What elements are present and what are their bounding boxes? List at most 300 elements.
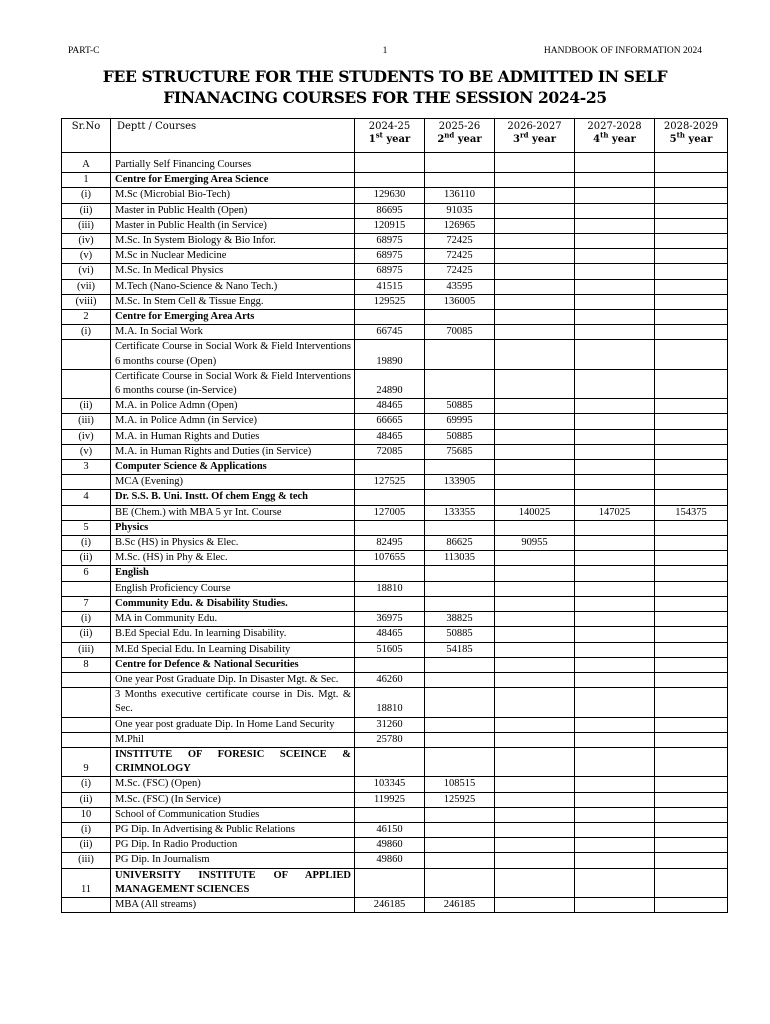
fee-cell-year-5: [655, 627, 728, 642]
fee-cell-year-1: 86695: [355, 203, 425, 218]
fee-cell-year-1: 127005: [355, 505, 425, 520]
ordinal-suffix: nd: [444, 130, 455, 140]
fee-cell-year-4: [575, 203, 655, 218]
fee-cell-year-5: [655, 807, 728, 822]
fee-cell-year-3: [495, 581, 575, 596]
department-heading-cell: Centre for Defence & National Securities: [111, 657, 355, 672]
fee-cell-year-4: [575, 897, 655, 912]
table-row: [62, 153, 728, 173]
fee-cell-year-4: [575, 173, 655, 188]
fee-cell-year-4: [575, 792, 655, 807]
fee-cell-year-1: [355, 657, 425, 672]
column-header-label: Deptt / Courses: [117, 121, 197, 132]
fee-cell-year-5: [655, 249, 728, 264]
fee-cell-year-4: [575, 596, 655, 611]
fee-cell-year-1: 49860: [355, 838, 425, 853]
column-header-year-ordinal: [578, 130, 651, 146]
fee-cell-year-1: 68975: [355, 249, 425, 264]
fee-cell-year-1: 49860: [355, 853, 425, 868]
fee-cell-year-1: 129630: [355, 188, 425, 203]
fee-cell-year-2: 125925: [425, 792, 495, 807]
course-name-cell: PG Dip. In Journalism: [111, 853, 355, 868]
fee-cell-year-2: 50885: [425, 627, 495, 642]
fee-cell-year-1: 51605: [355, 642, 425, 657]
fee-cell-year-4: [575, 868, 655, 897]
table-row: [62, 657, 728, 672]
header-page-number: 1: [382, 46, 388, 56]
column-header-label: 2027-2028: [587, 121, 642, 132]
fee-cell-year-5: [655, 279, 728, 294]
table-row: [62, 777, 728, 792]
fee-cell-year-4: [575, 188, 655, 203]
fee-cell-year-3: [495, 188, 575, 203]
fee-cell-year-2: [425, 838, 495, 853]
serial-number-cell: [62, 688, 111, 717]
serial-number-cell: (iv): [62, 234, 111, 249]
table-row: [62, 505, 728, 520]
course-name-cell: MA in Community Edu.: [111, 612, 355, 627]
table-row: [62, 460, 728, 475]
column-header-year-3: [495, 119, 575, 153]
column-header-sr-no: [62, 119, 111, 153]
fee-cell-year-2: 70085: [425, 325, 495, 340]
fee-cell-year-5: [655, 173, 728, 188]
fee-cell-year-1: [355, 490, 425, 505]
course-name-cell: Certificate Course in Social Work & Field Interventions 6 months course (in-Service): [111, 369, 355, 398]
course-name-cell: M.Sc (Microbial Bio-Tech): [111, 188, 355, 203]
fee-cell-year-5: [655, 153, 728, 173]
fee-cell-year-5: 154375: [655, 505, 728, 520]
fee-cell-year-4: [575, 627, 655, 642]
fee-cell-year-1: 41515: [355, 279, 425, 294]
fee-cell-year-2: 136110: [425, 188, 495, 203]
serial-number-cell: [62, 672, 111, 687]
serial-number-cell: [62, 581, 111, 596]
fee-cell-year-2: [425, 732, 495, 747]
serial-number-cell: 10: [62, 807, 111, 822]
course-name-cell: One year Post Graduate Dip. In Disaster Mgt. & Sec.: [111, 672, 355, 687]
fee-cell-year-1: 119925: [355, 792, 425, 807]
fee-cell-year-5: [655, 460, 728, 475]
course-name-cell: School of Communication Studies: [111, 807, 355, 822]
fee-cell-year-5: [655, 264, 728, 279]
table-row: [62, 672, 728, 687]
fee-cell-year-2: [425, 868, 495, 897]
fee-cell-year-1: [355, 566, 425, 581]
table-row: [62, 279, 728, 294]
fee-cell-year-1: 36975: [355, 612, 425, 627]
table-row: [62, 475, 728, 490]
fee-cell-year-2: 69995: [425, 414, 495, 429]
table-row: [62, 717, 728, 732]
fee-cell-year-4: [575, 444, 655, 459]
fee-cell-year-5: [655, 822, 728, 837]
fee-cell-year-4: [575, 520, 655, 535]
column-header-year-ordinal: [428, 130, 491, 146]
fee-cell-year-4: [575, 657, 655, 672]
column-header-courses: [111, 119, 355, 153]
table-row: [62, 551, 728, 566]
column-header-year-ordinal: [358, 130, 421, 146]
course-name-cell: M.Tech (Nano-Science & Nano Tech.): [111, 279, 355, 294]
column-header-label: Sr.No: [71, 121, 101, 132]
fee-cell-year-3: 90955: [495, 536, 575, 551]
serial-number-cell: (i): [62, 188, 111, 203]
fee-cell-year-2: 75685: [425, 444, 495, 459]
serial-number-cell: (vii): [62, 279, 111, 294]
serial-number-cell: [62, 475, 111, 490]
course-name-cell: Master in Public Health (Open): [111, 203, 355, 218]
fee-cell-year-1: [355, 310, 425, 325]
fee-cell-year-2: 108515: [425, 777, 495, 792]
fee-cell-year-5: [655, 688, 728, 717]
fee-cell-year-2: 72425: [425, 234, 495, 249]
serial-number-cell: 9: [62, 747, 111, 776]
table-row: [62, 838, 728, 853]
fee-cell-year-3: [495, 475, 575, 490]
fee-cell-year-4: [575, 490, 655, 505]
course-name-cell: PG Dip. In Radio Production: [111, 838, 355, 853]
fee-cell-year-3: [495, 218, 575, 233]
fee-cell-year-1: 68975: [355, 234, 425, 249]
fee-cell-year-3: [495, 249, 575, 264]
serial-number-cell: [62, 717, 111, 732]
fee-cell-year-5: [655, 657, 728, 672]
serial-number-cell: (ii): [62, 627, 111, 642]
table-row: [62, 234, 728, 249]
fee-cell-year-3: [495, 414, 575, 429]
fee-cell-year-2: [425, 822, 495, 837]
fee-cell-year-1: 24890: [355, 369, 425, 398]
fee-cell-year-1: [355, 868, 425, 897]
course-name-cell: M.Sc. In Stem Cell & Tissue Engg.: [111, 294, 355, 309]
fee-cell-year-4: [575, 822, 655, 837]
fee-cell-year-3: [495, 807, 575, 822]
fee-cell-year-2: 86625: [425, 536, 495, 551]
course-name-cell: M.Sc. (FSC) (Open): [111, 777, 355, 792]
fee-cell-year-2: [425, 853, 495, 868]
fee-cell-year-1: 72085: [355, 444, 425, 459]
course-name-cell: One year post graduate Dip. In Home Land Security: [111, 717, 355, 732]
fee-cell-year-2: 72425: [425, 264, 495, 279]
fee-cell-year-3: [495, 279, 575, 294]
serial-number-cell: (ii): [62, 792, 111, 807]
ordinal-suffix: rd: [519, 130, 529, 140]
fee-cell-year-3: [495, 264, 575, 279]
fee-cell-year-5: [655, 188, 728, 203]
fee-cell-year-5: [655, 203, 728, 218]
fee-cell-year-2: [425, 688, 495, 717]
fee-cell-year-1: 18810: [355, 581, 425, 596]
fee-cell-year-5: [655, 399, 728, 414]
table-row: [62, 310, 728, 325]
course-name-cell: BE (Chem.) with MBA 5 yr Int. Course: [111, 505, 355, 520]
table-row: [62, 429, 728, 444]
serial-number-cell: (i): [62, 536, 111, 551]
course-name-cell: B.Ed Special Edu. In learning Disability.: [111, 627, 355, 642]
fee-cell-year-3: [495, 822, 575, 837]
fee-cell-year-3: [495, 777, 575, 792]
table-row: [62, 520, 728, 535]
fee-cell-year-1: 48465: [355, 399, 425, 414]
serial-number-cell: (i): [62, 325, 111, 340]
fee-cell-year-5: [655, 294, 728, 309]
column-header-year-1: [355, 119, 425, 153]
fee-cell-year-1: 31260: [355, 717, 425, 732]
fee-cell-year-5: [655, 792, 728, 807]
fee-cell-year-3: [495, 325, 575, 340]
table-row: [62, 188, 728, 203]
fee-cell-year-1: 46150: [355, 822, 425, 837]
department-heading-cell: Physics: [111, 520, 355, 535]
fee-cell-year-2: [425, 153, 495, 173]
fee-cell-year-1: [355, 460, 425, 475]
table-row: [62, 294, 728, 309]
department-heading-cell: UNIVERSITY INSTITUTE OF APPLIED MANAGEMENT SCIENCES: [111, 868, 355, 897]
department-heading-cell: English: [111, 566, 355, 581]
fee-cell-year-2: [425, 596, 495, 611]
fee-cell-year-1: 66745: [355, 325, 425, 340]
serial-number-cell: 2: [62, 310, 111, 325]
table-row: [62, 642, 728, 657]
serial-number-cell: 3: [62, 460, 111, 475]
serial-number-cell: 5: [62, 520, 111, 535]
fee-cell-year-4: [575, 807, 655, 822]
table-row: [62, 807, 728, 822]
table-row: [62, 612, 728, 627]
course-name-cell: MCA (Evening): [111, 475, 355, 490]
fee-cell-year-3: [495, 627, 575, 642]
fee-cell-year-3: [495, 234, 575, 249]
course-name-cell: M.Phil: [111, 732, 355, 747]
fee-cell-year-1: 25780: [355, 732, 425, 747]
table-row: [62, 325, 728, 340]
fee-cell-year-2: [425, 747, 495, 776]
fee-cell-year-2: [425, 672, 495, 687]
course-name-cell: Certificate Course in Social Work & Field Interventions 6 months course (Open): [111, 340, 355, 369]
fee-cell-year-2: 246185: [425, 897, 495, 912]
table-row: [62, 203, 728, 218]
fee-cell-year-4: 147025: [575, 505, 655, 520]
serial-number-cell: [62, 505, 111, 520]
fee-cell-year-5: [655, 369, 728, 398]
department-heading-cell: Computer Science & Applications: [111, 460, 355, 475]
fee-cell-year-1: 127525: [355, 475, 425, 490]
fee-cell-year-2: [425, 520, 495, 535]
fee-cell-year-2: 54185: [425, 642, 495, 657]
serial-number-cell: 6: [62, 566, 111, 581]
fee-cell-year-4: [575, 369, 655, 398]
serial-number-cell: (vi): [62, 264, 111, 279]
table-row: [62, 249, 728, 264]
fee-cell-year-1: 66665: [355, 414, 425, 429]
serial-number-cell: 4: [62, 490, 111, 505]
course-name-cell: M.A. in Police Admn (in Service): [111, 414, 355, 429]
fee-cell-year-4: [575, 340, 655, 369]
serial-number-cell: (i): [62, 777, 111, 792]
fee-cell-year-3: [495, 657, 575, 672]
fee-structure-table: [61, 118, 728, 913]
fee-cell-year-4: [575, 475, 655, 490]
department-heading-cell: INSTITUTE OF FORESIC SCEINCE & CRIMNOLOGY: [111, 747, 355, 776]
serial-number-cell: [62, 897, 111, 912]
serial-number-cell: (ii): [62, 551, 111, 566]
fee-cell-year-5: [655, 429, 728, 444]
serial-number-cell: (iii): [62, 642, 111, 657]
fee-cell-year-3: [495, 596, 575, 611]
table-row: [62, 792, 728, 807]
year-word: year: [528, 134, 556, 145]
fee-cell-year-3: [495, 520, 575, 535]
fee-cell-year-2: 50885: [425, 399, 495, 414]
course-name-cell: M.Ed Special Edu. In Learning Disability: [111, 642, 355, 657]
serial-number-cell: 8: [62, 657, 111, 672]
year-word: year: [608, 134, 636, 145]
fee-cell-year-5: [655, 717, 728, 732]
fee-cell-year-3: [495, 612, 575, 627]
serial-number-cell: [62, 369, 111, 398]
course-name-cell: M.Sc in Nuclear Medicine: [111, 249, 355, 264]
serial-number-cell: (ii): [62, 399, 111, 414]
fee-cell-year-2: 50885: [425, 429, 495, 444]
fee-cell-year-4: [575, 536, 655, 551]
serial-number-cell: [62, 732, 111, 747]
column-header-year-2: [425, 119, 495, 153]
course-name-cell: M.A. In Social Work: [111, 325, 355, 340]
course-name-cell: M.A. in Police Admn (Open): [111, 399, 355, 414]
ordinal-number: 5: [669, 134, 677, 145]
fee-cell-year-2: [425, 369, 495, 398]
fee-cell-year-5: [655, 310, 728, 325]
fee-cell-year-1: [355, 747, 425, 776]
course-name-cell: M.Sc. In Medical Physics: [111, 264, 355, 279]
table-row: [62, 399, 728, 414]
fee-cell-year-2: 72425: [425, 249, 495, 264]
fee-cell-year-4: [575, 551, 655, 566]
fee-cell-year-3: [495, 792, 575, 807]
fee-cell-year-5: [655, 340, 728, 369]
fee-cell-year-1: [355, 596, 425, 611]
fee-cell-year-1: 46260: [355, 672, 425, 687]
fee-cell-year-3: [495, 747, 575, 776]
year-word: year: [454, 134, 482, 145]
header-part-label: PART-C: [68, 46, 100, 56]
table-row: [62, 822, 728, 837]
fee-cell-year-3: [495, 429, 575, 444]
serial-number-cell: 1: [62, 173, 111, 188]
column-header-year-ordinal: [498, 130, 571, 146]
course-name-cell: MBA (All streams): [111, 897, 355, 912]
fee-cell-year-3: [495, 853, 575, 868]
serial-number-cell: (iii): [62, 218, 111, 233]
fee-cell-year-5: [655, 897, 728, 912]
fee-cell-year-4: [575, 399, 655, 414]
course-name-cell: Partially Self Financing Courses: [111, 153, 355, 173]
serial-number-cell: A: [62, 153, 111, 173]
table-row: [62, 490, 728, 505]
fee-cell-year-4: [575, 777, 655, 792]
column-header-label: 2026-2027: [507, 121, 562, 132]
serial-number-cell: (ii): [62, 203, 111, 218]
ordinal-number: 4: [593, 134, 601, 145]
ordinal-number: 3: [513, 134, 520, 145]
fee-cell-year-4: [575, 566, 655, 581]
table-row: [62, 868, 728, 897]
fee-cell-year-2: [425, 310, 495, 325]
table-row: [62, 414, 728, 429]
column-header-label: 2024-25: [368, 121, 411, 132]
fee-cell-year-2: [425, 581, 495, 596]
page-header: [68, 46, 702, 60]
fee-cell-year-5: [655, 747, 728, 776]
fee-cell-year-1: [355, 173, 425, 188]
fee-cell-year-3: [495, 310, 575, 325]
fee-cell-year-5: [655, 777, 728, 792]
column-header-year-ordinal: [658, 130, 724, 146]
fee-cell-year-5: [655, 672, 728, 687]
table-row: [62, 444, 728, 459]
fee-cell-year-1: 107655: [355, 551, 425, 566]
fee-cell-year-3: [495, 340, 575, 369]
fee-cell-year-2: [425, 717, 495, 732]
fee-cell-year-3: 140025: [495, 505, 575, 520]
fee-cell-year-2: [425, 460, 495, 475]
fee-cell-year-3: [495, 460, 575, 475]
fee-cell-year-4: [575, 279, 655, 294]
fee-cell-year-1: [355, 153, 425, 173]
fee-cell-year-4: [575, 688, 655, 717]
ordinal-suffix: th: [676, 130, 685, 140]
serial-number-cell: (iii): [62, 853, 111, 868]
fee-cell-year-3: [495, 672, 575, 687]
fee-cell-year-4: [575, 853, 655, 868]
fee-cell-year-3: [495, 838, 575, 853]
table-row: [62, 596, 728, 611]
fee-cell-year-5: [655, 642, 728, 657]
header-handbook-title: HANDBOOK OF INFORMATION 2024: [543, 46, 702, 56]
fee-cell-year-5: [655, 325, 728, 340]
table-row: [62, 369, 728, 398]
fee-cell-year-3: [495, 551, 575, 566]
fee-cell-year-4: [575, 732, 655, 747]
serial-number-cell: (i): [62, 612, 111, 627]
fee-cell-year-3: [495, 490, 575, 505]
course-name-cell: PG Dip. In Advertising & Public Relations: [111, 822, 355, 837]
department-heading-cell: Community Edu. & Disability Studies.: [111, 596, 355, 611]
fee-cell-year-4: [575, 672, 655, 687]
fee-cell-year-1: [355, 807, 425, 822]
fee-cell-year-3: [495, 294, 575, 309]
fee-cell-year-1: 120915: [355, 218, 425, 233]
fee-cell-year-2: 133905: [425, 475, 495, 490]
course-name-cell: M.Sc. In System Biology & Bio Infor.: [111, 234, 355, 249]
fee-cell-year-3: [495, 642, 575, 657]
fee-cell-year-2: 136005: [425, 294, 495, 309]
table-row: [62, 627, 728, 642]
table-row: [62, 264, 728, 279]
table-row: [62, 853, 728, 868]
ordinal-suffix: th: [600, 130, 609, 140]
fee-cell-year-4: [575, 325, 655, 340]
fee-cell-year-1: 129525: [355, 294, 425, 309]
fee-cell-year-5: [655, 414, 728, 429]
department-heading-cell: Centre for Emerging Area Arts: [111, 310, 355, 325]
serial-number-cell: (v): [62, 249, 111, 264]
fee-cell-year-3: [495, 566, 575, 581]
fee-cell-year-5: [655, 475, 728, 490]
fee-cell-year-1: 82495: [355, 536, 425, 551]
fee-cell-year-5: [655, 536, 728, 551]
